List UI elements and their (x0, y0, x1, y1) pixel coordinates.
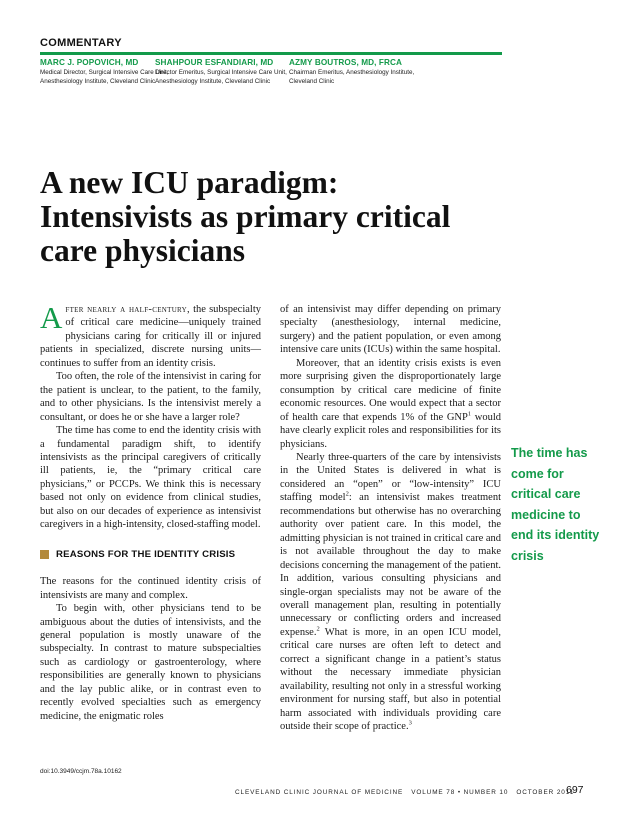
header-rule (40, 52, 502, 55)
citation: 2 (316, 625, 320, 633)
section-label: COMMENTARY (40, 37, 122, 49)
citation: 1 (467, 410, 472, 418)
pull-quote: The time has come for critical care medicine to end its identity crisis (511, 446, 600, 563)
author-3 (289, 58, 439, 86)
journal-footer: CLEVELAND CLINIC JOURNAL OF MEDICINE VOLUME 78 • NUMBER 10 OCTOBER 2011 (235, 789, 575, 796)
citation: 2 (345, 490, 349, 498)
author-2 (155, 58, 305, 86)
article-title: A new ICU paradigm: Intensivists as primary critical care physicians (40, 165, 451, 268)
paragraph (40, 300, 261, 370)
author-name: SHAHPOUR ESFANDIARI, MD (155, 58, 274, 67)
body-column-right (280, 303, 501, 734)
square-bullet-icon (40, 550, 49, 559)
body-column-left (40, 300, 261, 723)
paragraph (280, 357, 501, 451)
author-affiliation: Chairman Emeritus, Anesthesiology Institute, Cleveland Clinic (289, 69, 415, 85)
page-number: 697 (566, 784, 584, 796)
section-heading-text: REASONS FOR THE IDENTITY CRISIS (56, 548, 236, 560)
paragraph-text: Nearly three-quarters of the care by intensivists in the United States is delivered in what is considered an “open” or “low-intensity” ICU staffing model (280, 451, 501, 504)
paragraph: Too often, the role of the intensivist in caring for the patient is unclear, to the patient, to the family, and to other physicians. Is the intensivist merely a consultant, or does he or she have a larger role? (40, 371, 261, 423)
paragraph: To begin with, other physicians tend to be ambiguous about the duties of intensivists, and the general population is mostly unaware of the subspecialty. In contrast to mature subspecialties such as cardiology or gastroenterology, where responsibilities are generally known to physicians and the lay public alike, or in contrast even to recently evolved specialties such as emergency medicine, the enigmatic roles (40, 603, 261, 722)
paragraph (280, 451, 501, 734)
paragraph: The reasons for the continued identity crisis of intensivists are many and complex. (40, 576, 261, 601)
section-heading (40, 548, 261, 561)
author-affiliation: Director Emeritus, Surgical Intensive Care Unit, Anesthesiology Institute, Cleveland Clinic (155, 69, 287, 85)
paragraph-text: would have clearly explicit roles and responsibilities for its physicians. (280, 411, 501, 450)
paragraph: of an intensivist may differ depending on primary specialty (anesthesiology, internal medicine, surgery) and the patient population, or even among intensive care units (ICUs) within the same hospital. (280, 304, 501, 356)
author-name: MARC J. POPOVICH, MD (40, 58, 139, 67)
paragraph-text: : an intensivist makes treatment recommendations but otherwise has no overarching authority over patient care. In this model, the admitting physician is not trained in critical care and is not available throughout the day to make decisions concerning the management of the patient. In addition, various consulting physicians and single-organ specialists may not be aware of the overall management plan, resulting in potentially unnecessary or conflicting orders and increased expense. (280, 492, 502, 638)
paragraph-text: Moreover, that an identity crisis exists is even more surprising given the disproportionately large consumption by critical care medicine of finite economic resources. One would expect that a sector of health care that expends 1% of the GNP (280, 357, 501, 423)
paragraph: The time has come to end the identity crisis with a fundamental paradigm shift, to identify intensivists as the principal caregivers of critically ill patients, ie, the “primary critical care physicians,” or PCCPs. We think this is necessary based not only on evidence from clinical studies, but also on our decades of experience as intensivist caregivers in a high-intensity, closed-staffing model. (40, 425, 261, 531)
drop-cap: A (40, 300, 63, 335)
author-affiliation: Medical Director, Surgical Intensive Care Unit, Anesthesiology Institute, Cleveland Clinic (40, 69, 169, 85)
lead-in: fter nearly a half-century, (65, 304, 190, 315)
paragraph-text: What is more, in an open ICU model, critical care nurses are often left to detect and correct a significant change in a patient’s status without the necessary immediate physician availability, resulting not only in a stressful working environment for nursing staff, but also in potential harm associated with individuals providing care outside their scope of practice. (280, 626, 501, 733)
doi-link[interactable]: doi:10.3949/ccjm.78a.10162 (40, 768, 122, 775)
citation: 3 (408, 719, 412, 727)
author-name: AZMY BOUTROS, MD, FRCA (289, 58, 403, 67)
paragraph-text: the subspecialty of critical care medicine—uniquely trained physicians caring for critically ill or injured patients in specialized, discrete nursing units—continues to suffer from an identity crisis. (40, 304, 261, 369)
